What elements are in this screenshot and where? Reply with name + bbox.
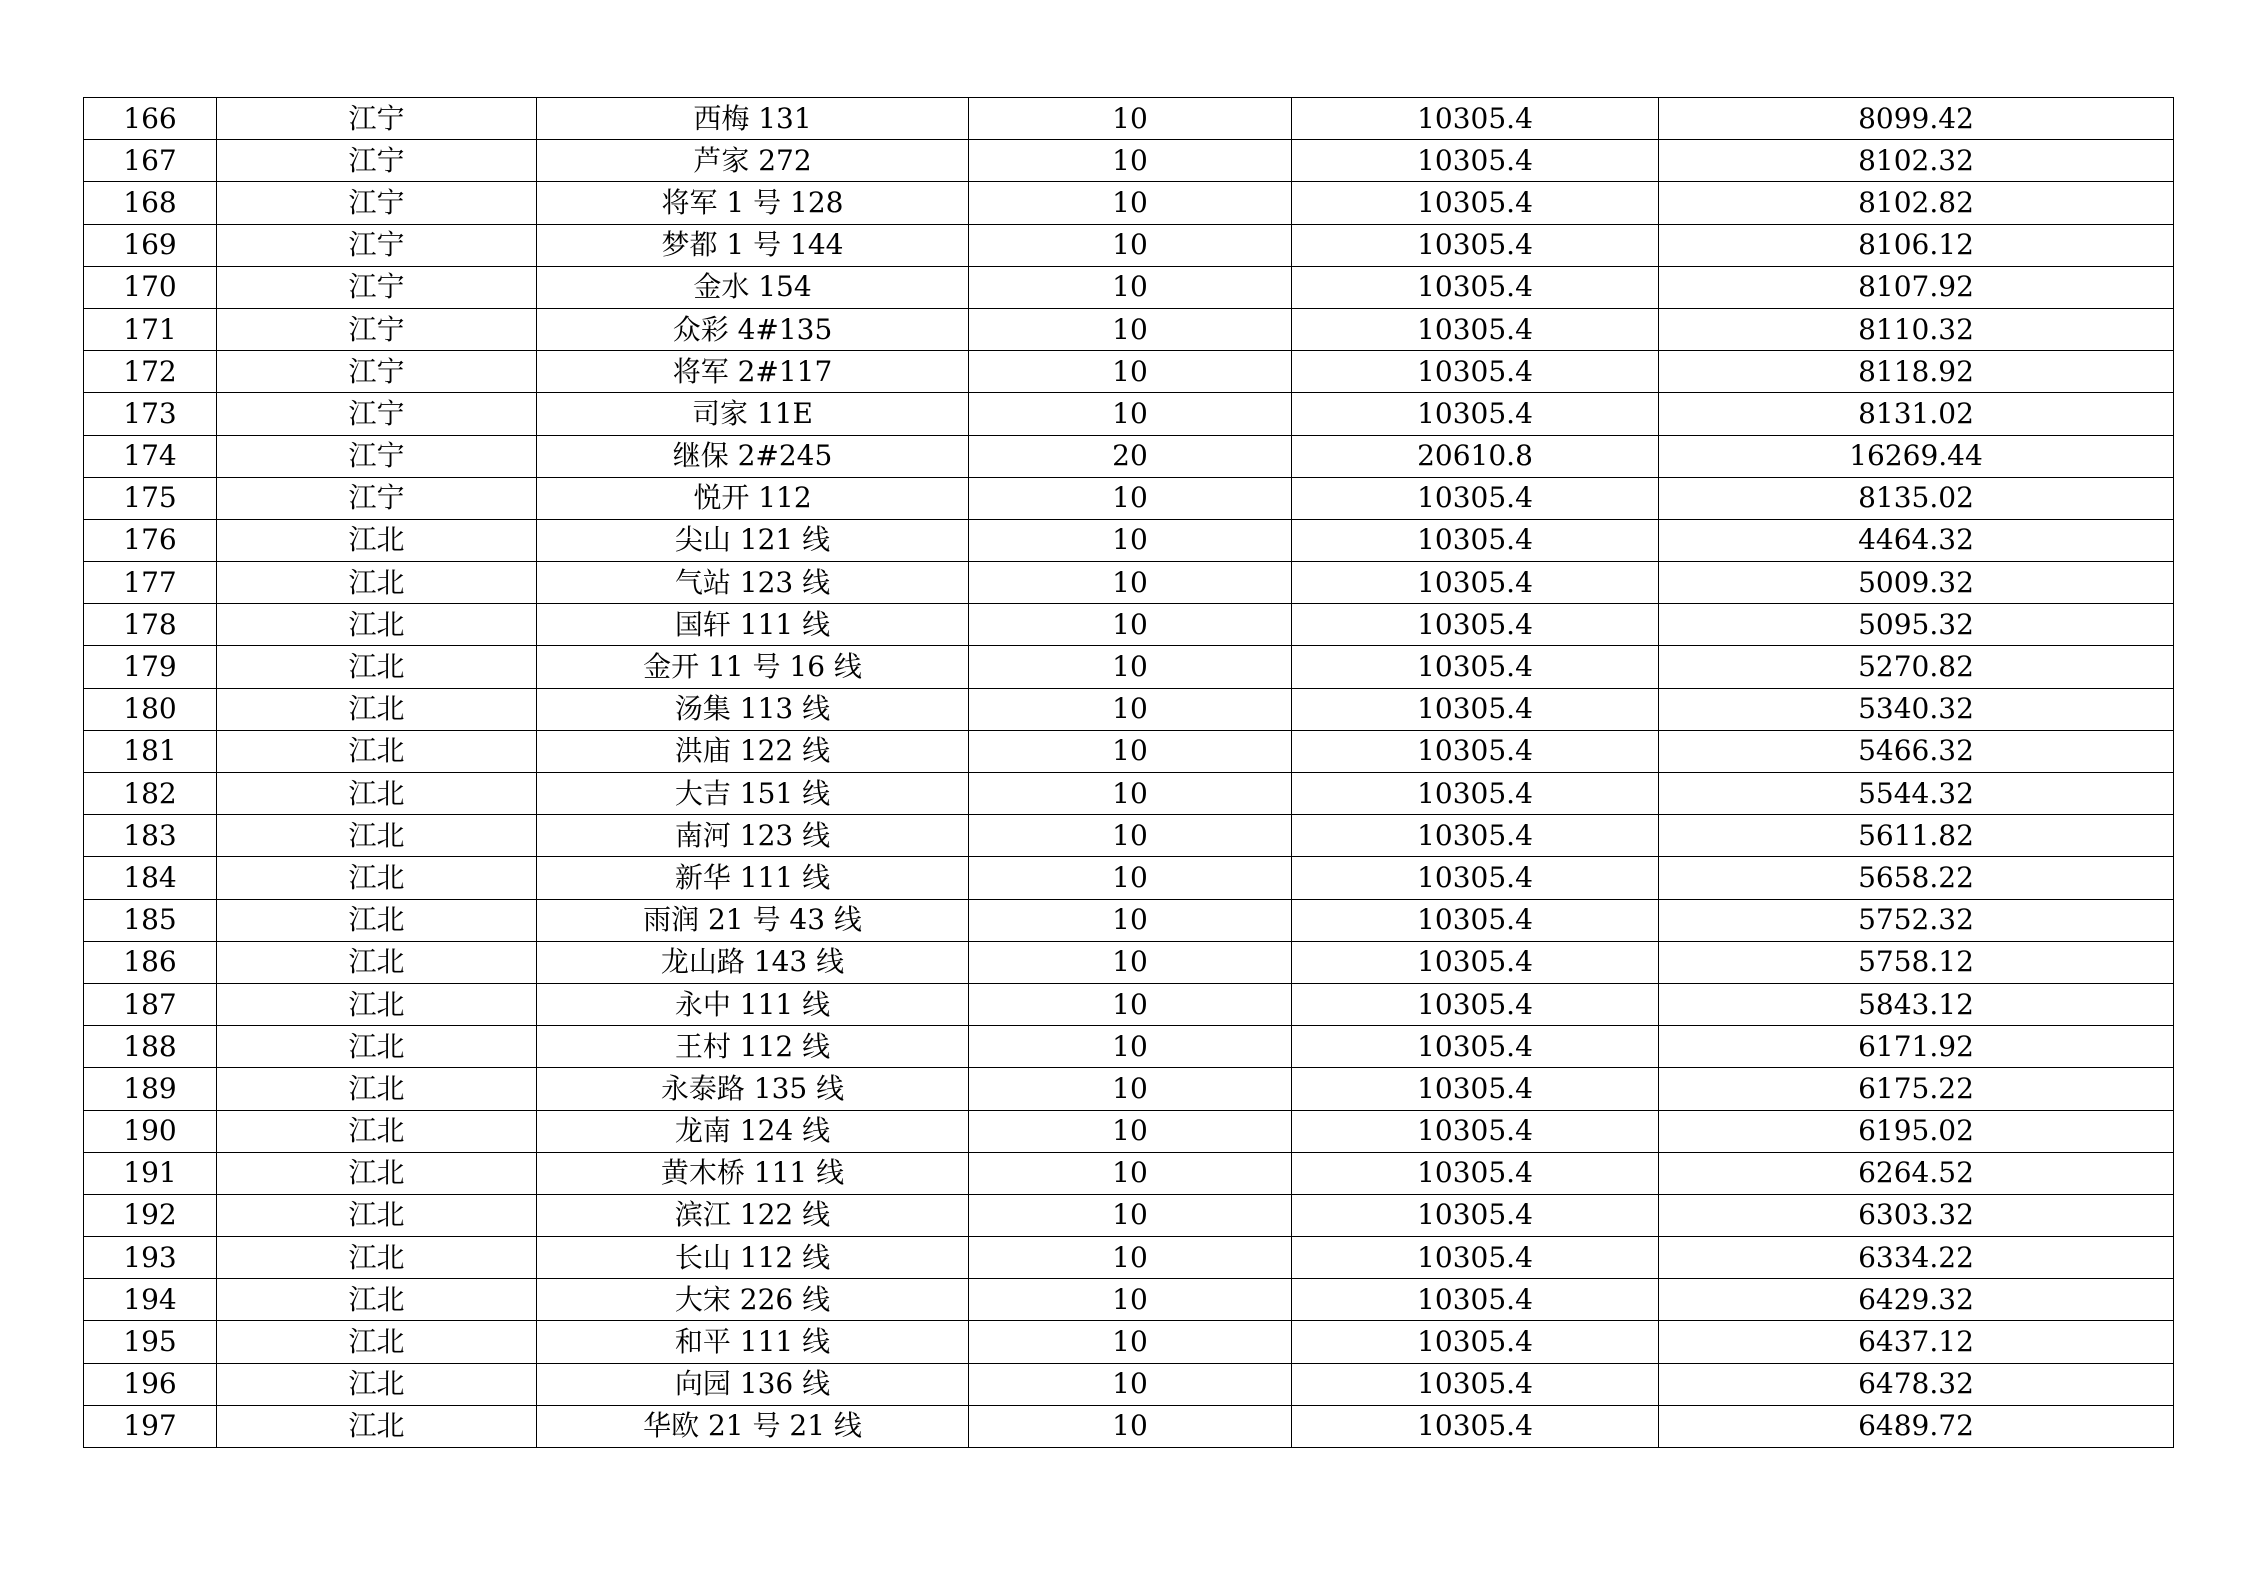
capacity-cell: 10	[969, 646, 1292, 688]
value-cell: 10305.4	[1292, 983, 1659, 1025]
row-number-cell: 171	[84, 308, 217, 350]
line-name-cell: 将军 2#117	[537, 351, 969, 393]
capacity-cell: 10	[969, 899, 1292, 941]
row-number-cell: 172	[84, 351, 217, 393]
table-row	[84, 1405, 2174, 1447]
line-name-cell: 国轩 111 线	[537, 604, 969, 646]
row-number-cell: 189	[84, 1068, 217, 1110]
district-cell: 江宁	[217, 477, 537, 519]
row-number-cell: 184	[84, 857, 217, 899]
district-cell: 江北	[217, 604, 537, 646]
district-cell: 江宁	[217, 308, 537, 350]
amount-cell: 8102.32	[1659, 140, 2174, 182]
row-number-cell: 187	[84, 983, 217, 1025]
capacity-cell: 10	[969, 1363, 1292, 1405]
row-number-cell: 167	[84, 140, 217, 182]
table-row	[84, 857, 2174, 899]
row-number-cell: 190	[84, 1110, 217, 1152]
row-number-cell: 186	[84, 941, 217, 983]
amount-cell: 6195.02	[1659, 1110, 2174, 1152]
capacity-cell: 10	[969, 1152, 1292, 1194]
table-body	[84, 98, 2174, 1448]
amount-cell: 5752.32	[1659, 899, 2174, 941]
row-number-cell: 195	[84, 1321, 217, 1363]
table-row	[84, 773, 2174, 815]
row-number-cell: 182	[84, 773, 217, 815]
row-number-cell: 180	[84, 688, 217, 730]
row-number-cell: 181	[84, 730, 217, 772]
value-cell: 10305.4	[1292, 815, 1659, 857]
row-number-cell: 193	[84, 1237, 217, 1279]
amount-cell: 5843.12	[1659, 983, 2174, 1025]
row-number-cell: 194	[84, 1279, 217, 1321]
row-number-cell: 168	[84, 182, 217, 224]
value-cell: 10305.4	[1292, 1237, 1659, 1279]
capacity-cell: 10	[969, 604, 1292, 646]
district-cell: 江宁	[217, 351, 537, 393]
district-cell: 江宁	[217, 393, 537, 435]
amount-cell: 6437.12	[1659, 1321, 2174, 1363]
value-cell: 10305.4	[1292, 1152, 1659, 1194]
amount-cell: 6478.32	[1659, 1363, 2174, 1405]
capacity-cell: 10	[969, 1405, 1292, 1447]
row-number-cell: 170	[84, 266, 217, 308]
district-cell: 江宁	[217, 435, 537, 477]
value-cell: 10305.4	[1292, 477, 1659, 519]
capacity-cell: 10	[969, 519, 1292, 561]
line-name-cell: 金开 11 号 16 线	[537, 646, 969, 688]
capacity-cell: 10	[969, 562, 1292, 604]
value-cell: 10305.4	[1292, 182, 1659, 224]
table-row	[84, 1237, 2174, 1279]
district-cell: 江北	[217, 1194, 537, 1236]
line-name-cell: 气站 123 线	[537, 562, 969, 604]
amount-cell: 5758.12	[1659, 941, 2174, 983]
value-cell: 10305.4	[1292, 562, 1659, 604]
row-number-cell: 176	[84, 519, 217, 561]
line-name-cell: 众彩 4#135	[537, 308, 969, 350]
capacity-cell: 10	[969, 1026, 1292, 1068]
row-number-cell: 192	[84, 1194, 217, 1236]
table-row	[84, 1026, 2174, 1068]
capacity-cell: 10	[969, 1110, 1292, 1152]
line-name-cell: 南河 123 线	[537, 815, 969, 857]
amount-cell: 4464.32	[1659, 519, 2174, 561]
amount-cell: 6175.22	[1659, 1068, 2174, 1110]
table-row	[84, 1152, 2174, 1194]
table-row	[84, 393, 2174, 435]
district-cell: 江北	[217, 730, 537, 772]
capacity-cell: 10	[969, 773, 1292, 815]
capacity-cell: 10	[969, 688, 1292, 730]
district-cell: 江北	[217, 1152, 537, 1194]
table-row	[84, 983, 2174, 1025]
table-row	[84, 562, 2174, 604]
capacity-cell: 10	[969, 941, 1292, 983]
amount-cell: 6264.52	[1659, 1152, 2174, 1194]
district-cell: 江北	[217, 857, 537, 899]
row-number-cell: 178	[84, 604, 217, 646]
table-row	[84, 98, 2174, 140]
capacity-cell: 10	[969, 815, 1292, 857]
line-name-cell: 和平 111 线	[537, 1321, 969, 1363]
table-row	[84, 730, 2174, 772]
value-cell: 10305.4	[1292, 224, 1659, 266]
district-cell: 江北	[217, 1321, 537, 1363]
value-cell: 10305.4	[1292, 730, 1659, 772]
district-cell: 江北	[217, 773, 537, 815]
table-row	[84, 266, 2174, 308]
district-cell: 江北	[217, 1279, 537, 1321]
row-number-cell: 166	[84, 98, 217, 140]
line-name-cell: 龙山路 143 线	[537, 941, 969, 983]
value-cell: 10305.4	[1292, 773, 1659, 815]
table-row	[84, 1194, 2174, 1236]
line-name-cell: 大宋 226 线	[537, 1279, 969, 1321]
line-name-cell: 雨润 21 号 43 线	[537, 899, 969, 941]
amount-cell: 8131.02	[1659, 393, 2174, 435]
amount-cell: 5340.32	[1659, 688, 2174, 730]
district-cell: 江宁	[217, 140, 537, 182]
line-name-cell: 司家 11E	[537, 393, 969, 435]
table-row	[84, 1110, 2174, 1152]
capacity-cell: 10	[969, 98, 1292, 140]
table-row	[84, 941, 2174, 983]
value-cell: 10305.4	[1292, 519, 1659, 561]
capacity-cell: 10	[969, 266, 1292, 308]
district-cell: 江北	[217, 941, 537, 983]
value-cell: 10305.4	[1292, 604, 1659, 646]
line-name-cell: 龙南 124 线	[537, 1110, 969, 1152]
district-cell: 江宁	[217, 224, 537, 266]
row-number-cell: 188	[84, 1026, 217, 1068]
line-name-cell: 汤集 113 线	[537, 688, 969, 730]
table-row	[84, 1279, 2174, 1321]
row-number-cell: 174	[84, 435, 217, 477]
table-row	[84, 815, 2174, 857]
capacity-cell: 10	[969, 1279, 1292, 1321]
district-cell: 江北	[217, 899, 537, 941]
capacity-cell: 10	[969, 1194, 1292, 1236]
line-name-cell: 向园 136 线	[537, 1363, 969, 1405]
district-cell: 江北	[217, 562, 537, 604]
capacity-cell: 10	[969, 224, 1292, 266]
district-cell: 江宁	[217, 98, 537, 140]
amount-cell: 5009.32	[1659, 562, 2174, 604]
amount-cell: 5611.82	[1659, 815, 2174, 857]
amount-cell: 5466.32	[1659, 730, 2174, 772]
value-cell: 10305.4	[1292, 646, 1659, 688]
line-name-cell: 继保 2#245	[537, 435, 969, 477]
table-row	[84, 646, 2174, 688]
amount-cell: 8102.82	[1659, 182, 2174, 224]
value-cell: 10305.4	[1292, 1110, 1659, 1152]
district-cell: 江宁	[217, 266, 537, 308]
row-number-cell: 179	[84, 646, 217, 688]
table-row	[84, 519, 2174, 561]
amount-cell: 6489.72	[1659, 1405, 2174, 1447]
capacity-cell: 10	[969, 140, 1292, 182]
amount-cell: 16269.44	[1659, 435, 2174, 477]
table-row	[84, 1068, 2174, 1110]
district-cell: 江北	[217, 1068, 537, 1110]
amount-cell: 8135.02	[1659, 477, 2174, 519]
table-row	[84, 308, 2174, 350]
capacity-cell: 10	[969, 477, 1292, 519]
capacity-cell: 10	[969, 182, 1292, 224]
line-name-cell: 悦开 112	[537, 477, 969, 519]
amount-cell: 5095.32	[1659, 604, 2174, 646]
line-name-cell: 黄木桥 111 线	[537, 1152, 969, 1194]
district-cell: 江北	[217, 519, 537, 561]
value-cell: 10305.4	[1292, 1026, 1659, 1068]
amount-cell: 6429.32	[1659, 1279, 2174, 1321]
district-cell: 江北	[217, 1110, 537, 1152]
value-cell: 10305.4	[1292, 98, 1659, 140]
district-cell: 江北	[217, 1237, 537, 1279]
district-cell: 江北	[217, 983, 537, 1025]
capacity-cell: 10	[969, 351, 1292, 393]
amount-cell: 5544.32	[1659, 773, 2174, 815]
value-cell: 10305.4	[1292, 941, 1659, 983]
table-row	[84, 1363, 2174, 1405]
row-number-cell: 197	[84, 1405, 217, 1447]
row-number-cell: 196	[84, 1363, 217, 1405]
value-cell: 10305.4	[1292, 1279, 1659, 1321]
value-cell: 10305.4	[1292, 266, 1659, 308]
line-name-cell: 王村 112 线	[537, 1026, 969, 1068]
line-name-cell: 滨江 122 线	[537, 1194, 969, 1236]
value-cell: 10305.4	[1292, 688, 1659, 730]
table-row	[84, 435, 2174, 477]
line-name-cell: 洪庙 122 线	[537, 730, 969, 772]
line-name-cell: 将军 1 号 128	[537, 182, 969, 224]
capacity-cell: 10	[969, 308, 1292, 350]
value-cell: 10305.4	[1292, 351, 1659, 393]
value-cell: 10305.4	[1292, 140, 1659, 182]
value-cell: 10305.4	[1292, 1363, 1659, 1405]
line-name-cell: 尖山 121 线	[537, 519, 969, 561]
line-name-cell: 长山 112 线	[537, 1237, 969, 1279]
amount-cell: 8106.12	[1659, 224, 2174, 266]
table-row	[84, 140, 2174, 182]
capacity-cell: 10	[969, 1321, 1292, 1363]
table-row	[84, 899, 2174, 941]
district-cell: 江北	[217, 688, 537, 730]
value-cell: 10305.4	[1292, 857, 1659, 899]
amount-cell: 5658.22	[1659, 857, 2174, 899]
value-cell: 10305.4	[1292, 1405, 1659, 1447]
row-number-cell: 169	[84, 224, 217, 266]
district-cell: 江北	[217, 1026, 537, 1068]
capacity-cell: 20	[969, 435, 1292, 477]
table-row	[84, 224, 2174, 266]
table-row	[84, 604, 2174, 646]
district-cell: 江北	[217, 815, 537, 857]
amount-cell: 5270.82	[1659, 646, 2174, 688]
data-table	[83, 97, 2174, 1448]
line-name-cell: 梦都 1 号 144	[537, 224, 969, 266]
value-cell: 10305.4	[1292, 1068, 1659, 1110]
value-cell: 10305.4	[1292, 899, 1659, 941]
district-cell: 江北	[217, 646, 537, 688]
capacity-cell: 10	[969, 983, 1292, 1025]
line-name-cell: 永中 111 线	[537, 983, 969, 1025]
table-row	[84, 351, 2174, 393]
capacity-cell: 10	[969, 1068, 1292, 1110]
row-number-cell: 173	[84, 393, 217, 435]
table-row	[84, 182, 2174, 224]
line-name-cell: 永泰路 135 线	[537, 1068, 969, 1110]
table-row	[84, 477, 2174, 519]
line-name-cell: 金水 154	[537, 266, 969, 308]
table-row	[84, 1321, 2174, 1363]
capacity-cell: 10	[969, 857, 1292, 899]
capacity-cell: 10	[969, 1237, 1292, 1279]
amount-cell: 6303.32	[1659, 1194, 2174, 1236]
value-cell: 20610.8	[1292, 435, 1659, 477]
amount-cell: 6171.92	[1659, 1026, 2174, 1068]
value-cell: 10305.4	[1292, 308, 1659, 350]
capacity-cell: 10	[969, 393, 1292, 435]
amount-cell: 8107.92	[1659, 266, 2174, 308]
line-name-cell: 华欧 21 号 21 线	[537, 1405, 969, 1447]
district-cell: 江北	[217, 1363, 537, 1405]
row-number-cell: 183	[84, 815, 217, 857]
row-number-cell: 177	[84, 562, 217, 604]
value-cell: 10305.4	[1292, 393, 1659, 435]
value-cell: 10305.4	[1292, 1194, 1659, 1236]
value-cell: 10305.4	[1292, 1321, 1659, 1363]
line-name-cell: 新华 111 线	[537, 857, 969, 899]
district-cell: 江北	[217, 1405, 537, 1447]
table-row	[84, 688, 2174, 730]
district-cell: 江宁	[217, 182, 537, 224]
capacity-cell: 10	[969, 730, 1292, 772]
amount-cell: 6334.22	[1659, 1237, 2174, 1279]
row-number-cell: 175	[84, 477, 217, 519]
amount-cell: 8110.32	[1659, 308, 2174, 350]
line-name-cell: 大吉 151 线	[537, 773, 969, 815]
line-name-cell: 芦家 272	[537, 140, 969, 182]
line-name-cell: 西梅 131	[537, 98, 969, 140]
row-number-cell: 191	[84, 1152, 217, 1194]
amount-cell: 8099.42	[1659, 98, 2174, 140]
amount-cell: 8118.92	[1659, 351, 2174, 393]
row-number-cell: 185	[84, 899, 217, 941]
